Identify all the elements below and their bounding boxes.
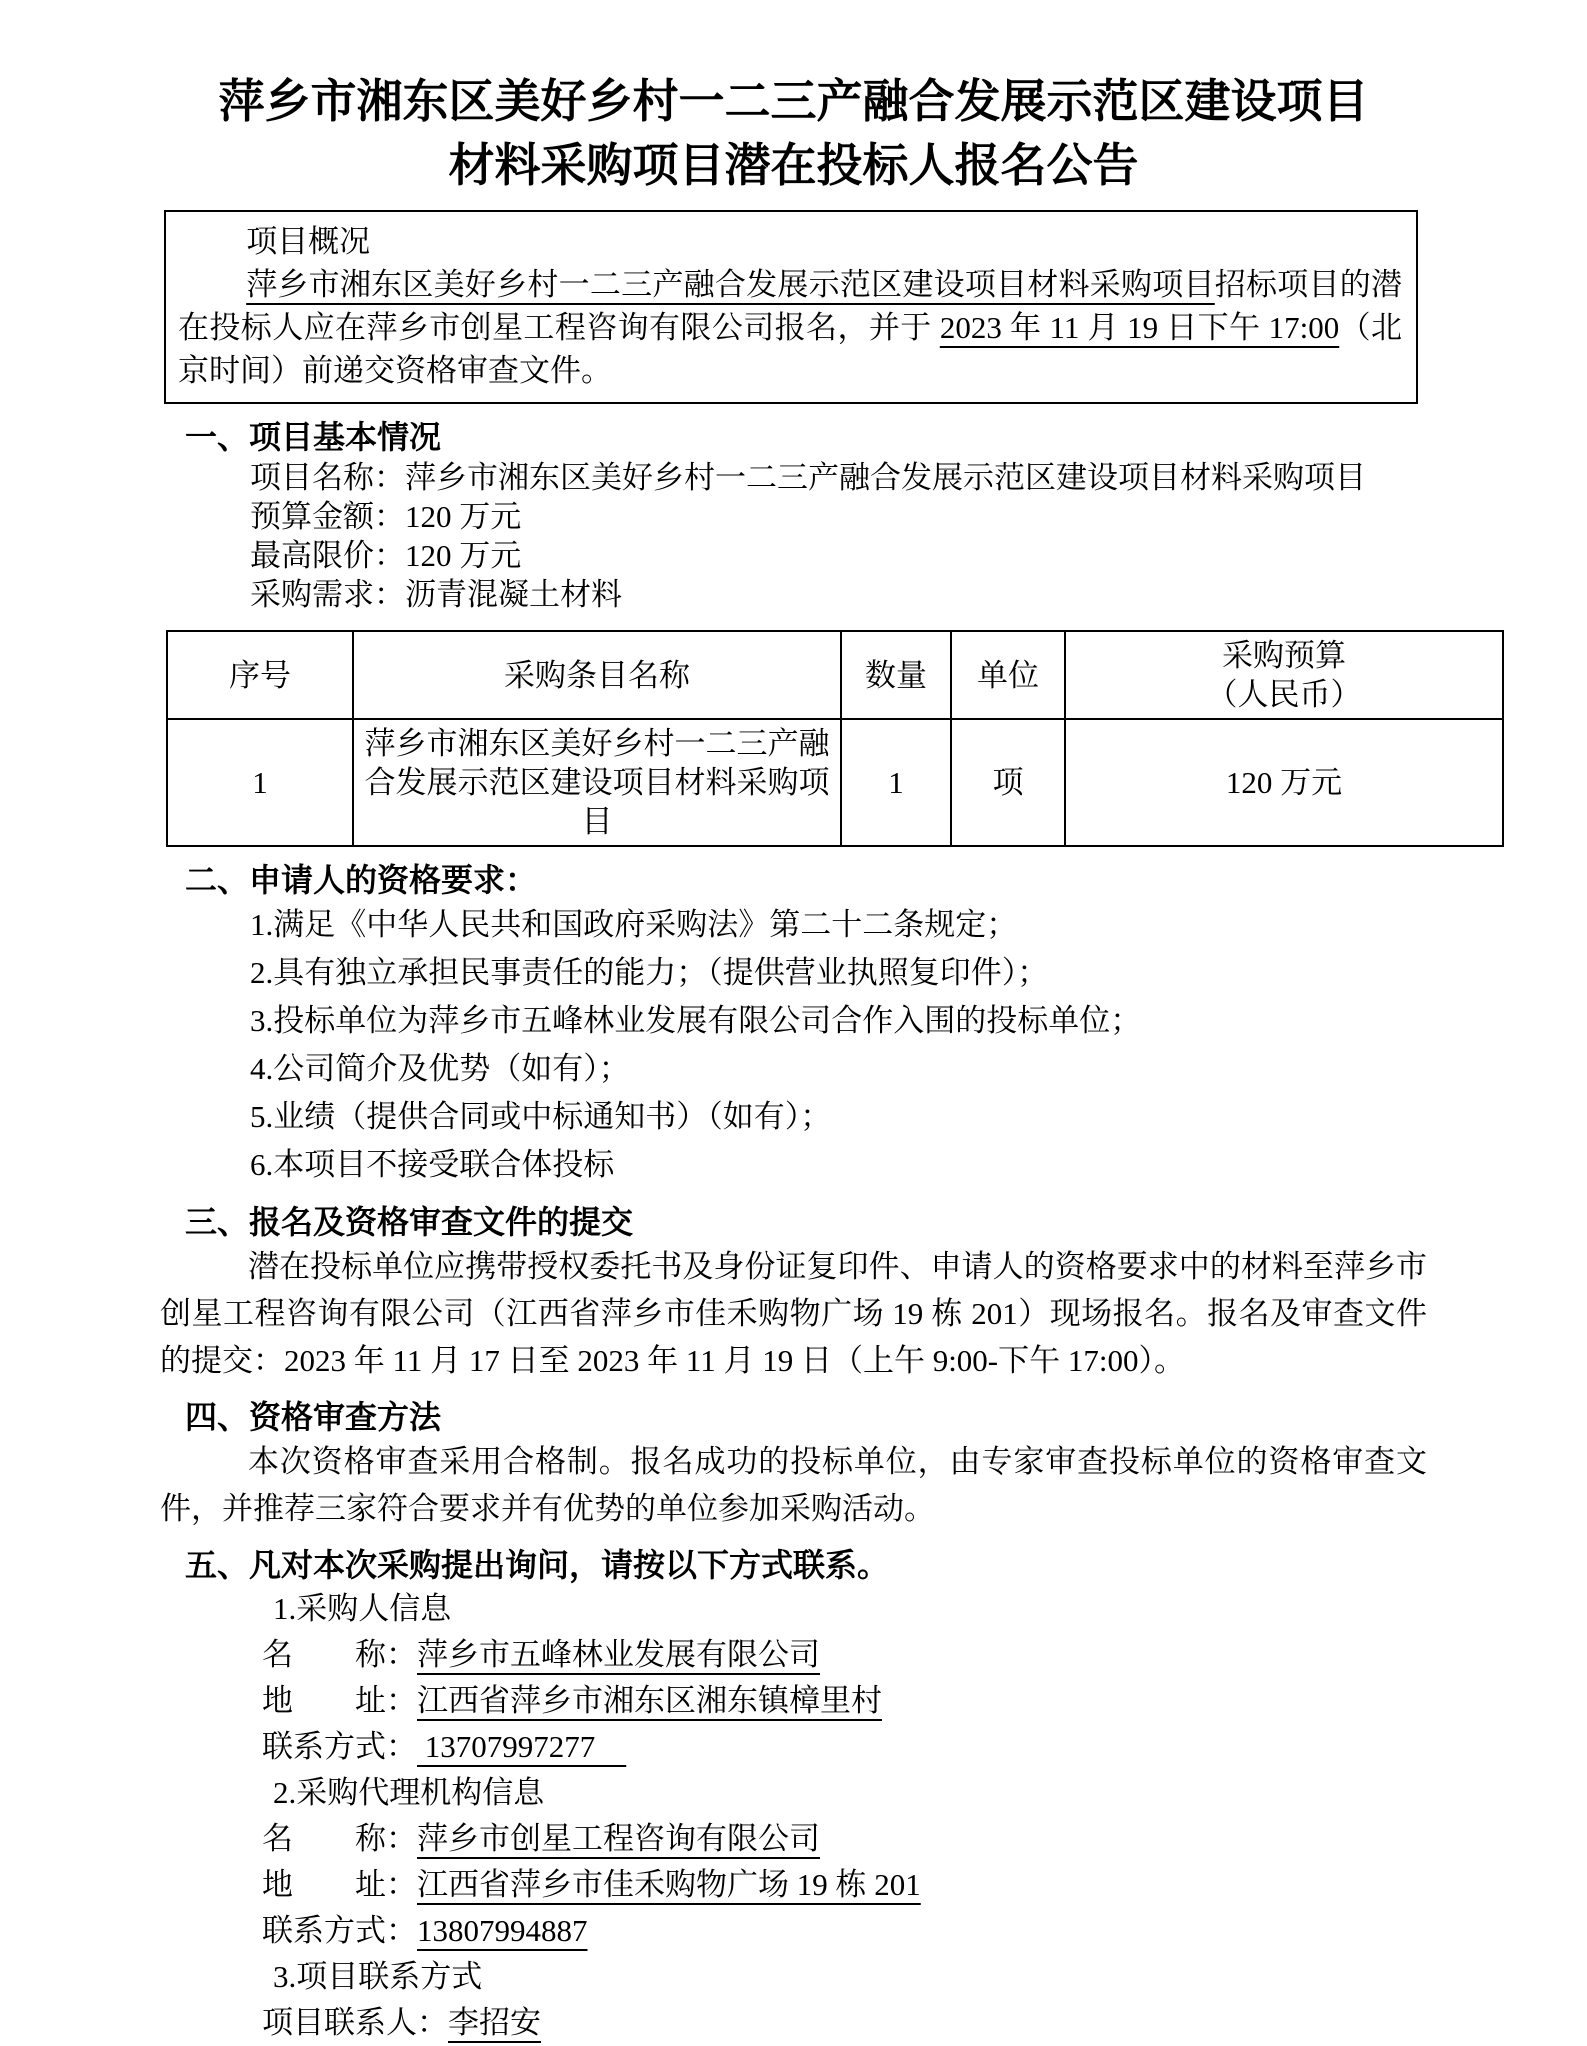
project-overview-box (164, 210, 1418, 404)
purchaser-info-heading: 1.采购人信息 (273, 1591, 452, 1626)
section-5-heading: 五、凡对本次采购提出询问，请按以下方式联系。 (185, 1547, 890, 1583)
qualification-item-1: 1.满足《中华人民共和国政府采购法》第二十二条规定； (250, 907, 1018, 942)
document-title (160, 70, 1427, 198)
budget-amount-value: 120 万元 (405, 499, 522, 534)
header-budget-line2: （人民币） (1206, 677, 1362, 712)
qualification-item-2: 2.具有独立承担民事责任的能力；（提供营业执照复印件）； (250, 955, 1049, 990)
agency-phone-line (160, 1908, 1427, 1954)
project-name-label: 项目名称： (250, 460, 405, 495)
purchaser-name-label: 名 称： (262, 1637, 417, 1672)
overview-middle-text: 招标项目的潜在投标人应在萍乡市创星工程咨询有限公司报名，并于 (178, 267, 1403, 345)
max-price-value: 120 万元 (405, 538, 522, 573)
procurement-demand-line (160, 575, 1427, 614)
overview-paragraph (178, 263, 1402, 392)
document-title-line2: 材料采购项目潜在投标人报名公告 (448, 140, 1139, 191)
overview-project-name-underlined: 萍乡市湘东区美好乡村一二三产融合发展示范区建设项目材料采购项目 (246, 267, 1215, 302)
header-budget-line1: 采购预算 (1222, 638, 1346, 673)
header-cell-unit: 单位 (951, 631, 1065, 719)
section-2-heading: 二、申请人的资格要求： (185, 862, 538, 898)
budget-amount-label: 预算金额： (250, 499, 405, 534)
qualification-item-4: 4.公司简介及优势（如有）； (250, 1051, 630, 1086)
agency-address-value: 江西省萍乡市佳禾购物广场 19 栋 201 (417, 1867, 921, 1902)
header-cell-item-name: 采购条目名称 (353, 631, 841, 719)
qualification-item-5: 5.业绩（提供合同或中标通知书）（如有）； (250, 1099, 832, 1134)
purchaser-address-line (160, 1678, 1427, 1724)
row-cell-unit: 项 (951, 719, 1065, 846)
header-cell-quantity: 数量 (841, 631, 951, 719)
row-cell-quantity: 1 (841, 719, 951, 846)
procurement-demand-value: 沥青混凝土材料 (405, 577, 622, 612)
header-cell-budget (1065, 631, 1503, 719)
agency-info-heading: 2.采购代理机构信息 (273, 1775, 545, 1810)
agency-name-value: 萍乡市创星工程咨询有限公司 (417, 1821, 820, 1856)
row-cell-budget: 120 万元 (1065, 719, 1503, 846)
purchaser-phone-label: 联系方式： (262, 1729, 417, 1764)
row-cell-item-name: 萍乡市湘东区美好乡村一二三产融合发展示范区建设项目材料采购项目 (353, 719, 841, 846)
qualification-item-3: 3.投标单位为萍乡市五峰林业发展有限公司合作入围的投标单位； (250, 1003, 1142, 1038)
document-title-line1: 萍乡市湘东区美好乡村一二三产融合发展示范区建设项目 (218, 76, 1369, 127)
section-4-heading: 四、资格审查方法 (185, 1399, 442, 1435)
purchaser-name-value: 萍乡市五峰林业发展有限公司 (417, 1637, 820, 1672)
header-cell-no: 序号 (167, 631, 353, 719)
project-contact-line (160, 2000, 1427, 2046)
agency-phone-label: 联系方式： (262, 1913, 417, 1948)
purchaser-name-line (160, 1632, 1427, 1678)
max-price-line (160, 536, 1427, 575)
project-contact-value: 李招安 (448, 2005, 541, 2040)
purchaser-phone-value: 13707997277 (417, 1729, 627, 1764)
project-contact-label: 项目联系人： (262, 2005, 448, 2040)
overview-tail-text: （北京时间）前递交资格审查文件。 (178, 310, 1403, 388)
section-3-heading: 三、报名及资格审查文件的提交 (185, 1204, 634, 1240)
agency-name-label: 名 称： (262, 1821, 417, 1856)
purchaser-address-label: 地 址： (262, 1683, 417, 1718)
qualification-item-6: 6.本项目不接受联合体投标 (250, 1147, 615, 1182)
overview-deadline-underlined: 2023 年 11 月 19 日下午 17:00 (939, 310, 1340, 345)
purchaser-phone-line (160, 1724, 1427, 1770)
project-name-value: 萍乡市湘东区美好乡村一二三产融合发展示范区建设项目材料采购项目 (405, 460, 1366, 495)
agency-phone-value: 13807994887 (417, 1913, 588, 1948)
budget-amount-line (160, 497, 1427, 536)
submission-paragraph: 潜在投标单位应携带授权委托书及身份证复印件、申请人的资格要求中的材料至萍乡市创星工程咨询有限公司（江西省萍乡市佳禾购物广场 19 栋 201）现场报名。报名及审查文件的提交：2023 年 11 月 17 日至 2023 年 11 月 19 日（上午 9:00-下午 17:00）。 (160, 1249, 1427, 1378)
max-price-label: 最高限价： (250, 538, 405, 573)
procurement-demand-label: 采购需求： (250, 577, 405, 612)
agency-name-line (160, 1816, 1427, 1862)
agency-address-label: 地 址： (262, 1867, 417, 1902)
table-row (167, 719, 1503, 846)
agency-address-line (160, 1862, 1427, 1908)
section-1-heading: 一、项目基本情况 (185, 419, 442, 455)
review-paragraph: 本次资格审查采用合格制。报名成功的投标单位，由专家审查投标单位的资格审查文件，并推荐三家符合要求并有优势的单位参加采购活动。 (160, 1444, 1427, 1526)
overview-heading: 项目概况 (246, 224, 371, 259)
purchaser-address-value: 江西省萍乡市湘东区湘东镇樟里村 (417, 1683, 882, 1718)
table-header-row (167, 631, 1503, 719)
procurement-items-table (166, 630, 1504, 847)
project-name-line (160, 458, 1427, 497)
project-contact-heading: 3.项目联系方式 (273, 1959, 483, 1994)
row-cell-no: 1 (167, 719, 353, 846)
